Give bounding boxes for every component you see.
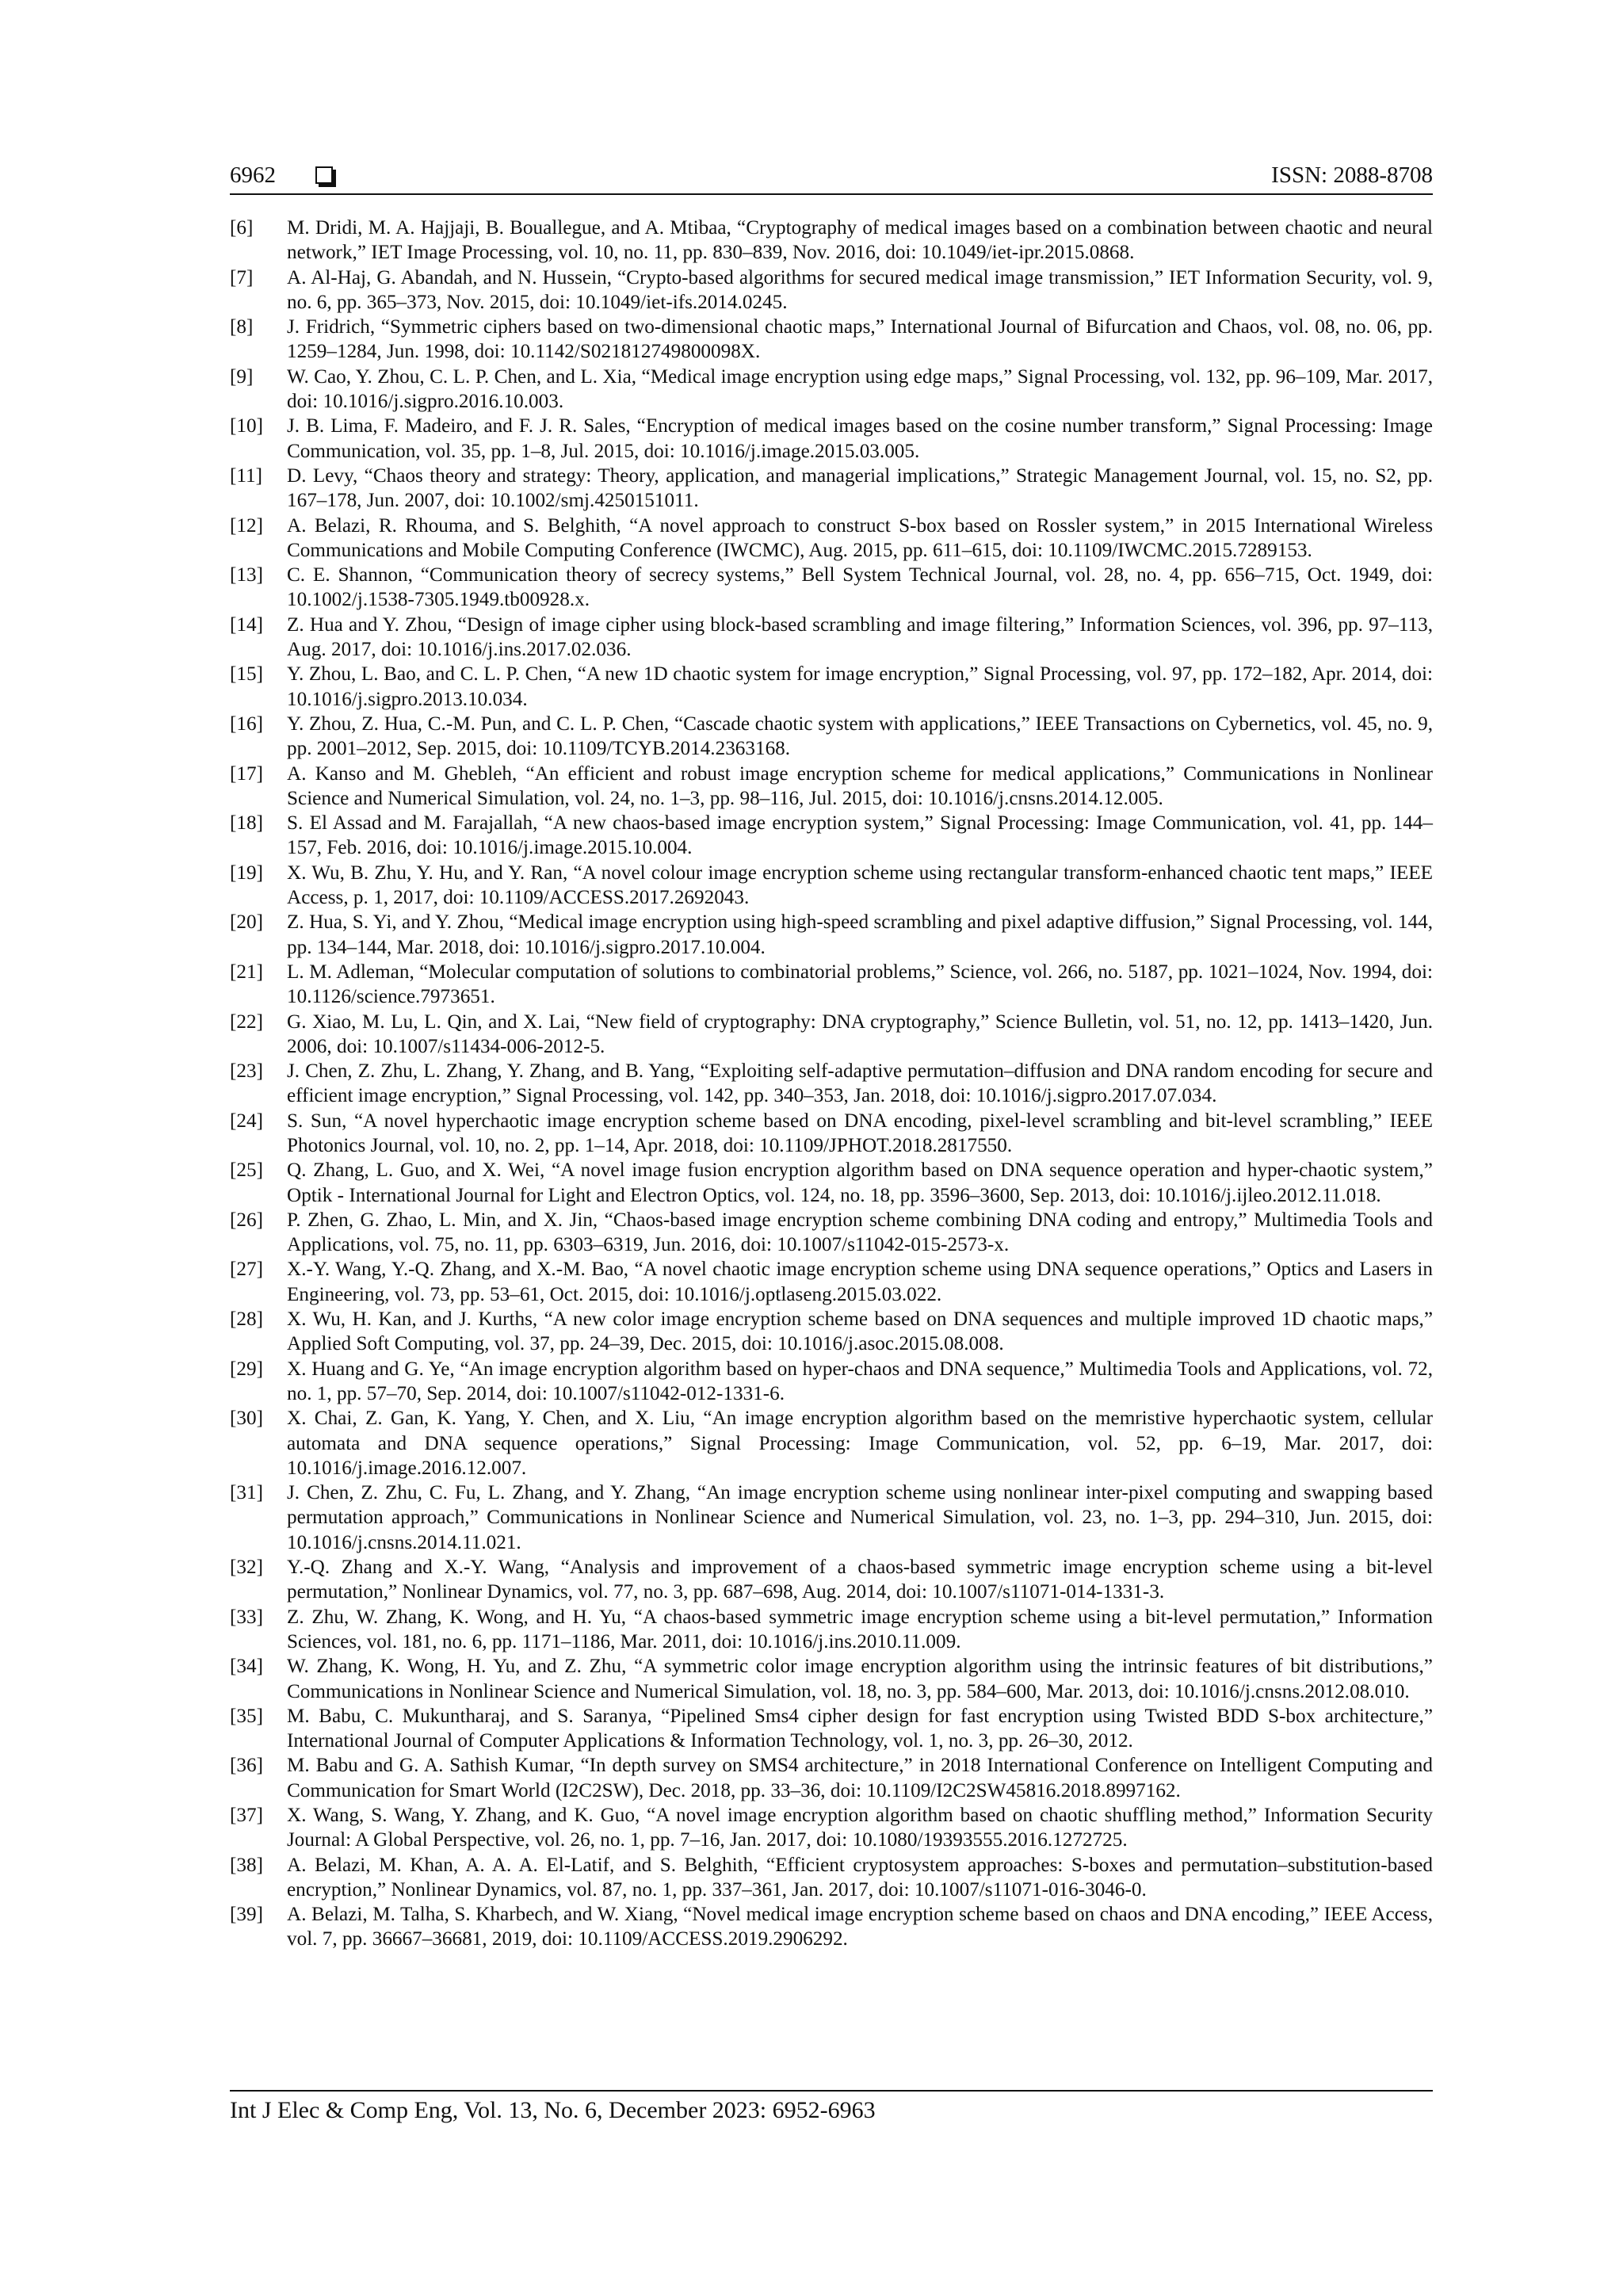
reference-text: W. Zhang, K. Wong, H. Yu, and Z. Zhu, “A symmetric color image encryption algorithm using the intrinsic features of bit distributions,” Communications in Nonlinear Science and Numerical Simulation, vol. 18, no. 3, pp. 584–600, Mar. 2013, doi: 10.1016/j.cnsns.2012.08.010. — [287, 1656, 1433, 1702]
reference-number: [18] — [230, 812, 263, 835]
reference-text: C. E. Shannon, “Communication theory of secrecy systems,” Bell System Technical Journal, vol. 28, no. 4, pp. 656–715, Oct. 1949, doi: 10.1002/j.1538-7305.1949.tb00928.x. — [287, 564, 1433, 611]
reference-text: M. Babu, C. Mukuntharaj, and S. Saranya, “Pipelined Sms4 cipher design for fast encryption using Twisted BDD S-box architecture,” International Journal of Computer Applications & Information Technology, vol. 1, no. 3, pp. 26–30, 2012. — [287, 1705, 1433, 1752]
reference-item — [230, 1059, 1433, 1109]
reference-item — [230, 861, 1433, 911]
reference-number: [39] — [230, 1904, 263, 1926]
reference-item — [230, 762, 1433, 812]
square-bullet-icon — [315, 166, 333, 184]
reference-number: [36] — [230, 1755, 263, 1777]
reference-text: A. Belazi, M. Khan, A. A. A. El-Latif, and S. Belghith, “Efficient cryptosystem approaches: S-boxes and permutation–substitution-based encryption,” Nonlinear Dynamics, vol. 87, no. 1, pp. 337–361, Jan. 2017, doi: 10.1007/s11071-016-3046-0. — [287, 1854, 1433, 1901]
reference-number: [35] — [230, 1705, 263, 1727]
reference-number: [29] — [230, 1358, 263, 1380]
reference-number: [27] — [230, 1259, 263, 1281]
reference-number: [14] — [230, 613, 263, 636]
reference-number: [26] — [230, 1209, 263, 1231]
reference-text: D. Levy, “Chaos theory and strategy: Theory, application, and managerial implications,” Strategic Management Journal, vol. 15, no. S2, pp. 167–178, Jun. 2007, doi: 10.1002/smj.4250151011. — [287, 464, 1433, 512]
reference-text: Z. Hua and Y. Zhou, “Design of image cipher using block-based scrambling and image filtering,” Information Sciences, vol. 396, pp. 97–113, Aug. 2017, doi: 10.1016/j.ins.2017.02.036. — [287, 613, 1433, 661]
reference-item — [230, 1257, 1433, 1307]
reference-text: X. Wu, H. Kan, and J. Kurths, “A new color image encryption scheme based on DNA sequences and multiple improved 1D chaotic maps,” Applied Soft Computing, vol. 37, pp. 24–39, Dec. 2015, doi: 10.1016/j.asoc.2015.08.008. — [287, 1308, 1433, 1355]
reference-text: S. Sun, “A novel hyperchaotic image encryption scheme based on DNA encoding, pixel-level scrambling and bit-level scrambling,” IEEE Photonics Journal, vol. 10, no. 2, pp. 1–14, Apr. 2018, doi: 10.1109/JPHOT.2018.2817550. — [287, 1110, 1433, 1156]
reference-number: [7] — [230, 266, 254, 288]
page-number: 6962 — [230, 162, 276, 188]
footer-divider — [230, 2090, 1433, 2092]
reference-text: J. Chen, Z. Zhu, C. Fu, L. Zhang, and Y. Zhang, “An image encryption scheme using nonlinear inter-pixel computing and swapping based permutation approach,” Communications in Nonlinear Science and Numerical Simulation, vol. 23, no. 1–3, pp. 294–310, Jun. 2015, doi: 10.1016/j.cnsns.2014.11.021. — [287, 1482, 1433, 1553]
reference-item — [230, 1109, 1433, 1159]
reference-number: [16] — [230, 712, 263, 735]
reference-item — [230, 662, 1433, 712]
reference-item — [230, 1158, 1433, 1208]
reference-number: [10] — [230, 415, 263, 437]
reference-number: [24] — [230, 1110, 263, 1132]
reference-item — [230, 464, 1433, 514]
header-divider — [230, 193, 1433, 195]
journal-citation: Int J Elec & Comp Eng, Vol. 13, No. 6, December 2023: 6952-6963 — [230, 2097, 876, 2123]
reference-text: X. Wu, B. Zhu, Y. Hu, and Y. Ran, “A novel colour image encryption scheme using rectangular transform-enhanced chaotic tent maps,” IEEE Access, p. 1, 2017, doi: 10.1109/ACCESS.2017.2692043. — [287, 861, 1433, 909]
reference-item — [230, 1902, 1433, 1952]
reference-text: P. Zhen, G. Zhao, L. Min, and X. Jin, “Chaos-based image encryption scheme combining DNA coding and entropy,” Multimedia Tools and Applications, vol. 75, no. 11, pp. 6303–6319, Jun. 2016, doi: 10.1007/s11042-015-2573-x. — [287, 1209, 1433, 1256]
reference-text: X. Chai, Z. Gan, K. Yang, Y. Chen, and X. Liu, “An image encryption algorithm based on the memristive hyperchaotic system, cellular automata and DNA sequence operations,” Signal Processing: Image Communication, vol. 52, pp. 6–19, Mar. 2017, doi: 10.1016/j.image.2016.12.007. — [287, 1408, 1433, 1479]
reference-text: M. Dridi, M. A. Hajjaji, B. Bouallegue, and A. Mtibaa, “Cryptography of medical images based on a combination between chaotic and neural network,” IET Image Processing, vol. 10, no. 11, pp. 830–839, Nov. 2016, doi: 10.1049/iet-ipr.2015.0868. — [287, 217, 1433, 264]
reference-number: [30] — [230, 1408, 263, 1430]
reference-item — [230, 365, 1433, 415]
reference-text: W. Cao, Y. Zhou, C. L. P. Chen, and L. Xia, “Medical image encryption using edge maps,” Signal Processing, vol. 132, pp. 96–109, Mar. 2017, doi: 10.1016/j.sigpro.2016.10.003. — [287, 365, 1433, 413]
reference-number: [17] — [230, 762, 263, 785]
reference-number: [11] — [230, 464, 263, 487]
reference-number: [32] — [230, 1557, 263, 1579]
reference-number: [37] — [230, 1805, 263, 1826]
reference-text: A. Belazi, R. Rhouma, and S. Belghith, “A novel approach to construct S-box based on Rossler system,” in 2015 International Wireless Communications and Mobile Computing Conference (IWCMC), Aug. 2015, pp. 611–615, doi: 10.1109/IWCMC.2015.7289153. — [287, 514, 1433, 561]
reference-item — [230, 1357, 1433, 1407]
reference-item — [230, 1605, 1433, 1655]
reference-item — [230, 315, 1433, 365]
reference-item — [230, 216, 1433, 266]
reference-text: Z. Hua, S. Yi, and Y. Zhou, “Medical image encryption using high-speed scrambling and pixel adaptive diffusion,” Signal Processing, vol. 144, pp. 134–144, Mar. 2018, doi: 10.1016/j.sigpro.2017.10.004. — [287, 911, 1433, 958]
reference-item — [230, 1406, 1433, 1480]
reference-text: Y.-Q. Zhang and X.-Y. Wang, “Analysis and improvement of a chaos-based symmetric image encryption scheme using a bit-level permutation,” Nonlinear Dynamics, vol. 77, no. 3, pp. 687–698, Aug. 2014, doi: 10.1007/s11071-014-1331-3. — [287, 1557, 1433, 1603]
reference-item — [230, 414, 1433, 464]
reference-number: [38] — [230, 1854, 263, 1876]
reference-number: [9] — [230, 365, 254, 388]
reference-text: S. El Assad and M. Farajallah, “A new chaos-based image encryption system,” Signal Processing: Image Communication, vol. 41, pp. 144–157, Feb. 2016, doi: 10.1016/j.image.2015.10.004. — [287, 812, 1433, 859]
reference-item — [230, 1307, 1433, 1357]
reference-number: [12] — [230, 514, 263, 537]
reference-text: Y. Zhou, L. Bao, and C. L. P. Chen, “A new 1D chaotic system for image encryption,” Signal Processing, vol. 97, pp. 172–182, Apr. 2014, doi: 10.1016/j.sigpro.2013.10.034. — [287, 663, 1433, 710]
reference-text: G. Xiao, M. Lu, L. Qin, and X. Lai, “New field of cryptography: DNA cryptography,” Science Bulletin, vol. 51, no. 12, pp. 1413–1420, Jun. 2006, doi: 10.1007/s11434-006-2012-5. — [287, 1010, 1433, 1057]
reference-text: Y. Zhou, Z. Hua, C.-M. Pun, and C. L. P. Chen, “Cascade chaotic system with applications,” IEEE Transactions on Cybernetics, vol. 45, no. 9, pp. 2001–2012, Sep. 2015, doi: 10.1109/TCYB.2014.2363168. — [287, 712, 1433, 760]
reference-number: [19] — [230, 861, 263, 884]
reference-text: X. Wang, S. Wang, Y. Zhang, and K. Guo, “A novel image encryption algorithm based on chaotic shuffling method,” Information Security Journal: A Global Perspective, vol. 26, no. 1, pp. 7–16, Jan. 2017, doi: 10.1080/19393555.2016.1272725. — [287, 1805, 1433, 1851]
reference-number: [20] — [230, 911, 263, 934]
reference-item — [230, 712, 1433, 762]
reference-item — [230, 960, 1433, 1010]
reference-item — [230, 266, 1433, 315]
reference-number: [13] — [230, 564, 263, 586]
reference-text: X. Huang and G. Ye, “An image encryption algorithm based on hyper-chaos and DNA sequence,” Multimedia Tools and Applications, vol. 72, no. 1, pp. 57–70, Sep. 2014, doi: 10.1007/s11042-012-1331-6. — [287, 1358, 1433, 1404]
reference-number: [33] — [230, 1606, 263, 1628]
reference-number: [8] — [230, 316, 254, 338]
reference-item — [230, 1704, 1433, 1754]
reference-text: Z. Zhu, W. Zhang, K. Wong, and H. Yu, “A chaos-based symmetric image encryption scheme using a bit-level permutation,” Information Sciences, vol. 181, no. 6, pp. 1171–1186, Mar. 2011, doi: 10.1016/j.ins.2010.11.009. — [287, 1606, 1433, 1652]
reference-item — [230, 1654, 1433, 1704]
reference-text: A. Belazi, M. Talha, S. Kharbech, and W. Xiang, “Novel medical image encryption scheme based on chaos and DNA encoding,” IEEE Access, vol. 7, pp. 36667–36681, 2019, doi: 10.1109/ACCESS.2019.2906292. — [287, 1904, 1433, 1950]
reference-number: [22] — [230, 1010, 263, 1033]
reference-item — [230, 1010, 1433, 1060]
reference-text: L. M. Adleman, “Molecular computation of solutions to combinatorial problems,” Science, vol. 266, no. 5187, pp. 1021–1024, Nov. 1994, doi: 10.1126/science.7973651. — [287, 961, 1433, 1008]
page-header — [230, 155, 1433, 195]
reference-item — [230, 514, 1433, 563]
reference-number: [15] — [230, 663, 263, 686]
reference-item — [230, 1208, 1433, 1258]
reference-item — [230, 811, 1433, 861]
reference-number: [34] — [230, 1656, 263, 1678]
reference-number: [6] — [230, 217, 254, 239]
reference-number: [31] — [230, 1482, 263, 1504]
reference-text: Q. Zhang, L. Guo, and X. Wei, “A novel image fusion encryption algorithm based on DNA sequence operation and hyper-chaotic system,” Optik - International Journal for Light and Electron Optics, vol. 124, no. 18, pp. 3596–3600, Sep. 2013, doi: 10.1016/j.ijleo.2012.11.018. — [287, 1159, 1433, 1206]
issn-label: ISSN: 2088-8708 — [1271, 162, 1433, 188]
reference-list — [230, 216, 1433, 1952]
reference-text: J. Chen, Z. Zhu, L. Zhang, Y. Zhang, and B. Yang, “Exploiting self-adaptive permutation–diffusion and DNA random encoding for secure and efficient image encryption,” Signal Processing, vol. 142, pp. 340–353, Jan. 2018, doi: 10.1016/j.sigpro.2017.07.034. — [287, 1060, 1433, 1107]
reference-number: [28] — [230, 1308, 263, 1331]
reference-item — [230, 563, 1433, 613]
reference-text: X.-Y. Wang, Y.-Q. Zhang, and X.-M. Bao, “A novel chaotic image encryption scheme using DNA sequence operations,” Optics and Lasers in Engineering, vol. 73, pp. 53–61, Oct. 2015, doi: 10.1016/j.optlaseng.2015.03.022. — [287, 1259, 1433, 1305]
reference-item — [230, 1480, 1433, 1555]
reference-number: [21] — [230, 961, 263, 983]
reference-number: [23] — [230, 1060, 263, 1083]
header-left — [230, 162, 333, 189]
reference-item — [230, 1555, 1433, 1605]
reference-text: A. Kanso and M. Ghebleh, “An efficient and robust image encryption scheme for medical applications,” Communications in Nonlinear Science and Numerical Simulation, vol. 24, no. 1–3, pp. 98–116, Jul. 2015, doi: 10.1016/j.cnsns.2014.12.005. — [287, 762, 1433, 809]
reference-item — [230, 1853, 1433, 1903]
reference-item — [230, 910, 1433, 960]
reference-text: J. Fridrich, “Symmetric ciphers based on two-dimensional chaotic maps,” International Journal of Bifurcation and Chaos, vol. 08, no. 06, pp. 1259–1284, Jun. 1998, doi: 10.1142/S021812749800098X. — [287, 316, 1433, 363]
reference-text: J. B. Lima, F. Madeiro, and F. J. R. Sales, “Encryption of medical images based on the cosine number transform,” Signal Processing: Image Communication, vol. 35, pp. 1–8, Jul. 2015, doi: 10.1016/j.image.2015.03.005. — [287, 415, 1433, 462]
reference-number: [25] — [230, 1159, 263, 1182]
reference-text: M. Babu and G. A. Sathish Kumar, “In depth survey on SMS4 architecture,” in 2018 International Conference on Intelligent Computing and Communication for Smart World (I2C2SW), Dec. 2018, pp. 33–36, doi: 10.1109/I2C2SW45816.2018.8997162. — [287, 1755, 1433, 1801]
reference-item — [230, 1803, 1433, 1853]
reference-text: A. Al-Haj, G. Abandah, and N. Hussein, “Crypto-based algorithms for secured medical image transmission,” IET Information Security, vol. 9, no. 6, pp. 365–373, Nov. 2015, doi: 10.1049/iet-ifs.2014.0245. — [287, 266, 1433, 313]
reference-item — [230, 613, 1433, 663]
reference-item — [230, 1753, 1433, 1803]
